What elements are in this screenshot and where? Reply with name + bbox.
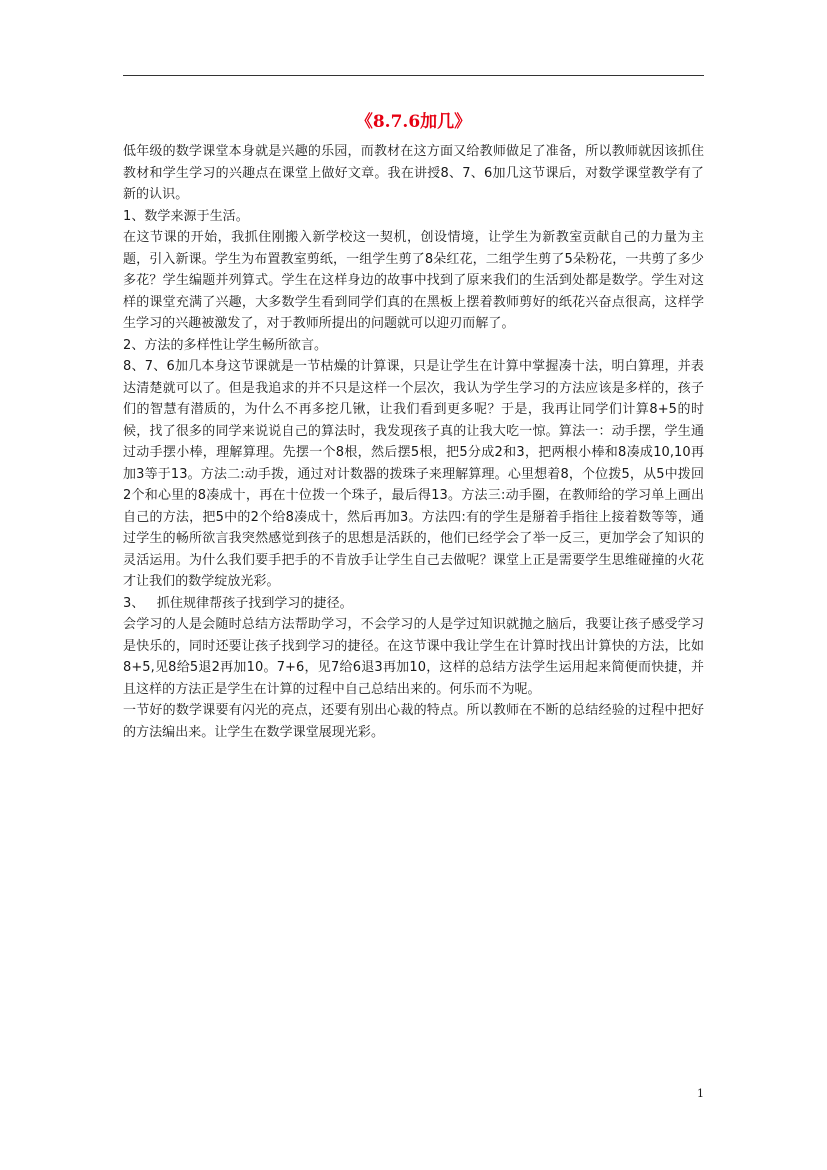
document-body xyxy=(123,141,704,743)
section-2-paragraph: 8、7、6加几本身这节课就是一节枯燥的计算课，只是让学生在计算中掌握凑十法，明白算理，并表达清楚就可以了。但是我追求的并不只是这样一个层次，我认为学生学习的方法应该是多样的，孩子们的智慧有潜质的，为什么不再多挖几锹，让我们看到更多呢？于是，我再让同学们计算8+5的时候，找了很多的同学来说说自己的算法时，我发现孩子真的让我大吃一惊。算法一：动手摆，学生通过动手摆小棒，理解算理。先摆一个8根，然后摆5根，把5分成2和3，把两根小棒和8凑成10,10再加3等于13。方法二:动手拨，通过对计数器的拨珠子来理解算理。心里想着8，个位拨5，从5中拨回2个和心里的8凑成十，再在十位拨一个珠子，最后得13。方法三:动手圈，在教师给的学习单上画出自己的方法，把5中的2个给8凑成十，然后再加3。方法四:有的学生是掰着手指往上接着数等等，通过学生的畅所欲言我突然感觉到孩子的思想是活跃的，他们已经学会了举一反三，更加学会了知识的灵活运用。为什么我们要手把手的不肯放手让学生自己去做呢？课堂上正是需要学生思维碰撞的火花才让我们的数学绽放光彩。 xyxy=(123,359,704,589)
document-title: 《8.7.6加几》 xyxy=(355,112,472,132)
section-3-heading: 3、 抓住规律帮孩子找到学习的捷径。 xyxy=(123,595,353,611)
section-2-heading: 2、方法的多样性让学生畅所欲言。 xyxy=(123,337,328,353)
intro-paragraph: 低年级的数学课堂本身就是兴趣的乐园，而教材在这方面又给教师做足了准备，所以教师就因该抓住教材和学生学习的兴趣点在课堂上做好文章。我在讲授8、7、6加几这节课后，对数学课堂教学有了新的认识。 xyxy=(123,144,704,202)
section-3-paragraph: 会学习的人是会随时总结方法帮助学习，不会学习的人是学过知识就抛之脑后，我要让孩子感受学习是快乐的，同时还要让孩子找到学习的捷径。在这节课中我让学生在计算时找出计算快的方法，比如8+5,见8给5退2再加10。7+6，见7给6退3再加10，这样的总结方法学生运用起来简便而快捷，并且这样的方法正是学生在计算的过程中自己总结出来的。何乐而不为呢。 xyxy=(123,617,704,697)
section-1-heading: 1、数学来源于生活。 xyxy=(123,208,249,224)
page-number: 1 xyxy=(697,1087,704,1100)
conclusion-paragraph: 一节好的数学课要有闪光的亮点，还要有别出心裁的特点。所以教师在不断的总结经验的过程中把好的方法编出来。让学生在数学课堂展现光彩。 xyxy=(123,703,704,740)
section-1-paragraph: 在这节课的开始，我抓住刚搬入新学校这一契机，创设情境，让学生为新教室贡献自己的力量为主题，引入新课。学生为布置教室剪纸，一组学生剪了8朵红花，二组学生剪了5朵粉花，一共剪了多少多花？学生编题并列算式。学生在这样身边的故事中找到了原来我们的生活到处都是数学。学生对这样的课堂充满了兴趣，大多数学生看到同学们真的在黑板上摆着教师剪好的纸花兴奋点很高，这样学生学习的兴趣被激发了，对于教师所提出的问题就可以迎刃而解了。 xyxy=(123,230,704,331)
header-rule xyxy=(123,75,704,76)
